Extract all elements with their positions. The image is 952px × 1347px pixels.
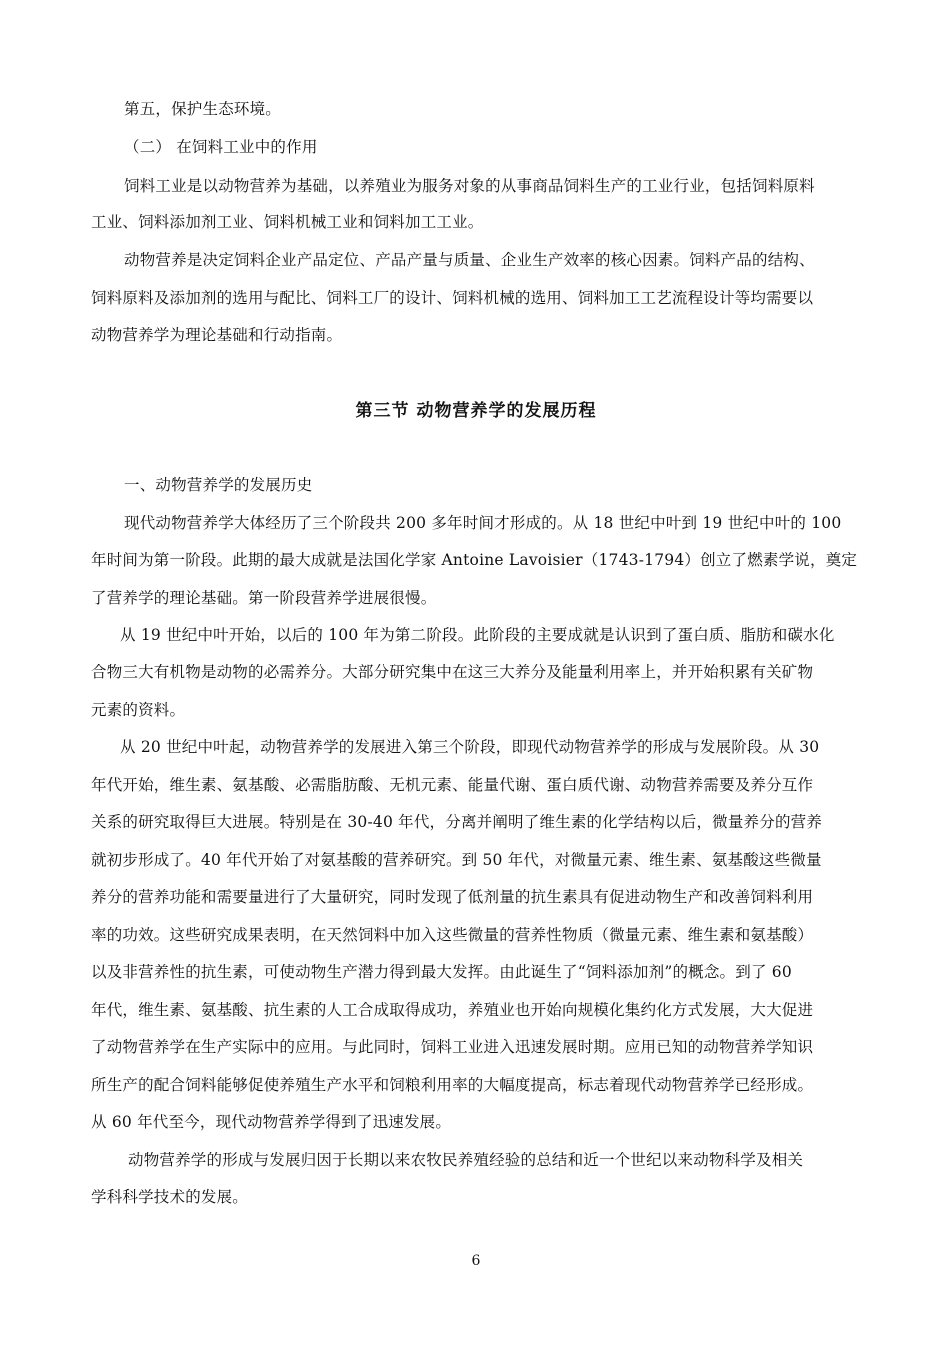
paragraph-line: 动物营养学的形成与发展归因于长期以来农牧民养殖经验的总结和近一个世纪以来动物科学及相关: [128, 1151, 804, 1169]
paragraph-line: 工业、饲料添加剂工业、饲料机械工业和饲料加工工业。: [91, 213, 484, 231]
subheading-history: 一、动物营养学的发展历史: [124, 476, 313, 494]
paragraph-line: 从 60 年代至今，现代动物营养学得到了迅速发展。: [91, 1113, 452, 1131]
paragraph-line: 养分的营养功能和需要量进行了大量研究，同时发现了低剂量的抗生素具有促进动物生产和改善饲料利用: [91, 888, 814, 906]
paragraph-line: 从 19 世纪中叶开始，以后的 100 年为第二阶段。此阶段的主要成就是认识到了蛋白质、脂肪和碳水化: [120, 626, 835, 644]
paragraph-line: 关系的研究取得巨大进展。特别是在 30-40 年代，分离并阐明了维生素的化学结构以后，微量养分的营养: [91, 813, 823, 831]
page-number: 6: [471, 1253, 481, 1269]
paragraph-line: 饲料工业是以动物营养为基础，以养殖业为服务对象的从事商品饲料生产的工业行业，包括饲料原料: [124, 177, 815, 195]
paragraph-line: 动物营养学为理论基础和行动指南。: [91, 326, 343, 344]
paragraph-line: 年时间为第一阶段。此期的最大成就是法国化学家 Antoine Lavoisier（1743-1794）创立了燃素学说，奠定: [91, 551, 858, 569]
point-five-text: 第五，保护生态环境。: [124, 100, 282, 118]
paragraph-line: 以及非营养性的抗生素，可使动物生产潜力得到最大发挥。由此诞生了“饲料添加剂”的概念。到了 60: [91, 963, 792, 981]
paragraph-line: 就初步形成了。40 年代开始了对氨基酸的营养研究。到 50 年代，对微量元素、维生素、氨基酸这些微量: [91, 851, 822, 869]
paragraph-line: 动物营养是决定饲料企业产品定位、产品产量与质量、企业生产效率的核心因素。饲料产品的结构、: [124, 251, 815, 269]
subheading-feed-industry: （二） 在饲料工业中的作用: [124, 138, 318, 156]
paragraph-line: 元素的资料。: [91, 701, 186, 719]
paragraph-line: 了动物营养学在生产实际中的应用。与此同时，饲料工业进入迅速发展时期。应用已知的动物营养学知识: [91, 1038, 814, 1056]
paragraph-line: 现代动物营养学大体经历了三个阶段共 200 多年时间才形成的。从 18 世纪中叶到 19 世纪中叶的 100: [124, 514, 842, 532]
paragraph-line: 饲料原料及添加剂的选用与配比、饲料工厂的设计、饲料机械的选用、饲料加工工艺流程设计等均需要以: [91, 289, 814, 307]
paragraph-line: 年代开始，维生素、氨基酸、必需脂肪酸、无机元素、能量代谢、蛋白质代谢、动物营养需要及养分互作: [91, 776, 814, 794]
paragraph-line: 合物三大有机物是动物的必需养分。大部分研究集中在这三大养分及能量利用率上，并开始积累有关矿物: [91, 663, 814, 681]
section-heading: 第三节 动物营养学的发展历程: [355, 401, 597, 421]
paragraph-line: 从 20 世纪中叶起，动物营养学的发展进入第三个阶段，即现代动物营养学的形成与发展阶段。从 30: [120, 738, 820, 756]
paragraph-line: 率的功效。这些研究成果表明，在天然饲料中加入这些微量的营养性物质（微量元素、维生素和氨基酸）: [91, 926, 814, 944]
paragraph-line: 学科科学技术的发展。: [91, 1188, 249, 1206]
paragraph-line: 年代，维生素、氨基酸、抗生素的人工合成取得成功，养殖业也开始向规模化集约化方式发展，大大促进: [91, 1001, 814, 1019]
paragraph-line: 了营养学的理论基础。第一阶段营养学进展很慢。: [91, 589, 437, 607]
paragraph-line: 所生产的配合饲料能够促使养殖生产水平和饲粮利用率的大幅度提高，标志着现代动物营养学已经形成。: [91, 1076, 814, 1094]
